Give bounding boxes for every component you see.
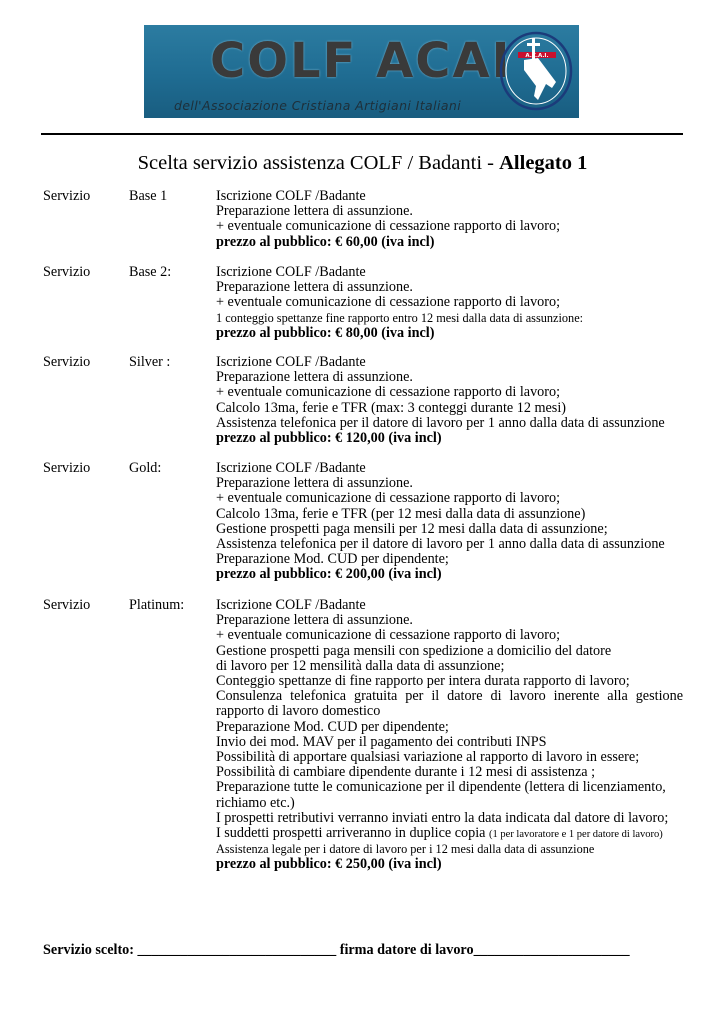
service-line: Iscrizione COLF /Badante: [216, 354, 366, 370]
service-line: Assistenza legale per i datore di lavoro per i 12 mesi dalla data di assunzione: [216, 842, 595, 857]
service-name: Base 1: [129, 188, 168, 204]
service-details: [216, 461, 683, 583]
service-name: Silver :: [129, 354, 171, 370]
service-line: Iscrizione COLF /Badante: [216, 597, 366, 613]
service-name: Gold:: [129, 460, 162, 476]
footer-signature-line: [43, 942, 630, 959]
service-line: [216, 826, 683, 842]
service-line: Preparazione Mod. CUD per dipendente;: [216, 718, 449, 735]
service-line: Preparazione lettera di assunzione.: [216, 279, 413, 296]
service-line: di lavoro per 12 mensilità dalla data di assunzione;: [216, 657, 505, 674]
service-label: Servizio: [43, 460, 91, 476]
service-line: Possibilità di cambiare dipendente durante i 12 mesi di assistenza ;: [216, 764, 596, 781]
logo-title: COLF ACAI: [210, 33, 512, 89]
logo-banner: [144, 25, 579, 118]
emblem-text: A.C.A.I.: [525, 53, 549, 59]
service-line: Invio dei mod. MAV per il pagamento dei contributi INPS: [216, 733, 547, 750]
logo-subtitle: dell'Associazione Cristiana Artigiani Italiani: [174, 98, 462, 113]
page-title-bold: Allegato 1: [499, 152, 588, 174]
service-price: prezzo al pubblico: € 120,00 (iva incl): [216, 430, 442, 447]
service-line: richiamo etc.): [216, 794, 295, 811]
service-line: rapporto di lavoro domestico: [216, 703, 381, 720]
service-line: Conteggio spettanze di fine rapporto per intera durata rapporto di lavoro;: [216, 673, 630, 690]
service-line: Preparazione lettera di assunzione.: [216, 612, 413, 629]
service-line: + eventuale comunicazione di cessazione rapporto di lavoro;: [216, 294, 561, 311]
service-line: + eventuale comunicazione di cessazione rapporto di lavoro;: [216, 627, 561, 644]
service-line: + eventuale comunicazione di cessazione rapporto di lavoro;: [216, 384, 561, 401]
page-title-prefix: Scelta servizio assistenza COLF / Badanti -: [137, 152, 500, 174]
service-details: [216, 355, 683, 446]
service-details: [216, 265, 683, 341]
service-line: Consulenza telefonica gratuita per il datore di lavoro inerente alla gestione: [216, 688, 683, 705]
service-line: Preparazione lettera di assunzione.: [216, 203, 413, 220]
acai-emblem-icon: [494, 30, 574, 112]
service-line: Preparazione Mod. CUD per dipendente;: [216, 551, 449, 568]
service-price: prezzo al pubblico: € 250,00 (iva incl): [216, 856, 442, 873]
header-divider: [41, 133, 683, 135]
service-line: 1 conteggio spettanze fine rapporto entro 12 mesi dalla data di assunzione:: [216, 310, 584, 325]
service-line: + eventuale comunicazione di cessazione rapporto di lavoro;: [216, 218, 561, 235]
service-line: Gestione prospetti paga mensili per 12 mesi dalla data di assunzione;: [216, 520, 608, 537]
service-details: [216, 189, 683, 250]
service-line: + eventuale comunicazione di cessazione rapporto di lavoro;: [216, 490, 561, 507]
chosen-service-field[interactable]: Servizio scelto: ____________________________: [43, 942, 337, 958]
page-title: [0, 152, 725, 175]
service-name: Base 2:: [129, 264, 172, 280]
service-label: Servizio: [43, 264, 91, 280]
copy-note: (1 per lavoratore e 1 per datore di lavoro): [489, 829, 663, 841]
service-label: Servizio: [43, 354, 91, 370]
service-line: Gestione prospetti paga mensili con spedizione a domicilio del datore: [216, 642, 612, 659]
service-line: Possibilità di apportare qualsiasi variazione al rapporto di lavoro in essere;: [216, 749, 640, 766]
service-line: Preparazione lettera di assunzione.: [216, 369, 413, 386]
employer-signature-field[interactable]: firma datore di lavoro______________________: [336, 942, 630, 958]
service-label: Servizio: [43, 597, 91, 613]
service-label: Servizio: [43, 188, 91, 204]
service-line: Calcolo 13ma, ferie e TFR (max: 3 conteggi durante 12 mesi): [216, 399, 566, 416]
service-line: I prospetti retributivi verranno inviati entro la data indicata dal datore di lavoro;: [216, 809, 669, 826]
service-price: prezzo al pubblico: € 60,00 (iva incl): [216, 233, 435, 250]
service-line: Iscrizione COLF /Badante: [216, 460, 366, 476]
service-line-text: I suddetti prospetti arriveranno in duplice copia: [216, 825, 490, 842]
service-line: Iscrizione COLF /Badante: [216, 264, 366, 280]
service-line: Assistenza telefonica per il datore di lavoro per 1 anno dalla data di assunzione: [216, 414, 665, 431]
service-line: Iscrizione COLF /Badante: [216, 188, 366, 204]
service-line: Preparazione tutte le comunicazione per il dipendente (lettera di licenziamento,: [216, 779, 666, 796]
service-details: [216, 598, 683, 873]
service-price: prezzo al pubblico: € 80,00 (iva incl): [216, 324, 435, 341]
service-name: Platinum:: [129, 597, 185, 613]
service-price: prezzo al pubblico: € 200,00 (iva incl): [216, 566, 442, 583]
service-line: Preparazione lettera di assunzione.: [216, 475, 413, 492]
service-line: Calcolo 13ma, ferie e TFR (per 12 mesi dalla data di assunzione): [216, 505, 586, 522]
service-line: Assistenza telefonica per il datore di lavoro per 1 anno dalla data di assunzione: [216, 536, 665, 553]
